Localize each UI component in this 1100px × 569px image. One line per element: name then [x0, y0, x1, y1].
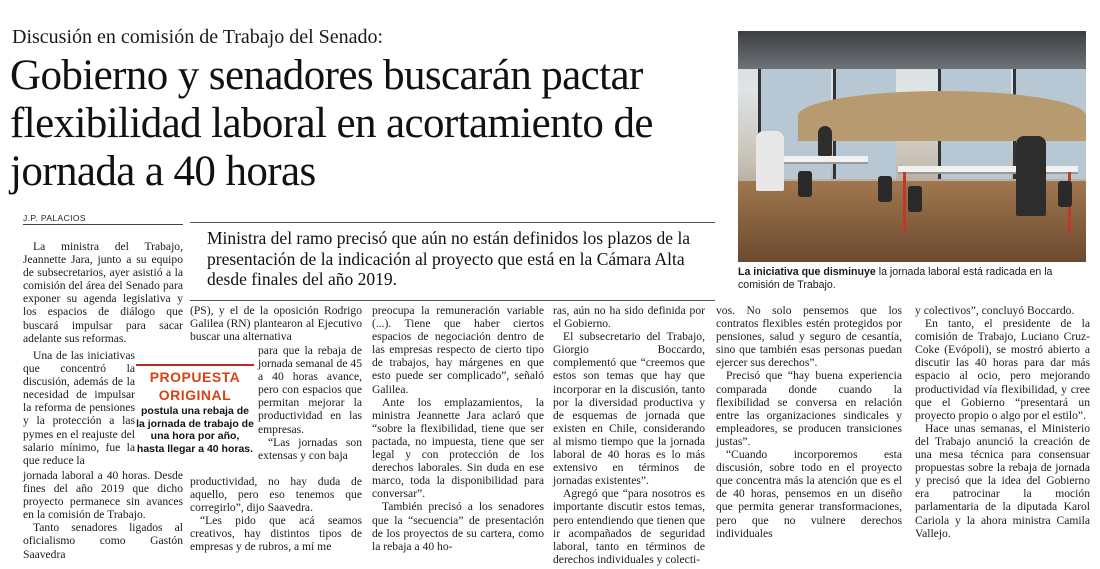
body-column-6 — [915, 304, 1090, 540]
caption-text: la jornada laboral está radicada en la comisión de Trabajo. — [738, 266, 1053, 291]
article-byline: J.P. PALACIOS — [23, 213, 86, 223]
photo-caption — [738, 266, 1088, 292]
deck-divider-top — [190, 222, 715, 223]
paragraph: “Les pido que acá seamos creativos, hay distintos tipos de empresas y de rubros, a mí me — [190, 514, 362, 554]
body-column-1-narrow — [23, 349, 135, 467]
photo-person — [818, 126, 832, 156]
body-column-2-narrow — [258, 344, 362, 462]
paragraph: productividad, no hay duda de aquello, pero eso tenemos que corregirlo”, dijo Saavedra. — [190, 475, 362, 515]
body-column-3 — [372, 304, 544, 553]
photo-table — [898, 166, 1078, 174]
photo-chair — [878, 176, 892, 202]
paragraph: “Cuando incorporemos esta discusión, sobre todo en el proyecto que concentra más la atención que es el de 40 horas, pensemos en un diseño que permita generar transformaciones, pero que no vulnere derechos individuales — [716, 448, 902, 540]
photo-hill — [798, 91, 1086, 141]
photo-table-leg — [903, 172, 906, 232]
article-headline: Gobierno y senadores buscarán pactar flexibilidad laboral en acortamiento de jornada a 40 horas — [10, 52, 653, 195]
photo-chair — [798, 171, 812, 197]
paragraph: Una de las iniciativas que concentró la discusión, además de la necesidad de impulsar la reforma de pensiones y la protección a las pymes en el reajuste del salario mínimo, fue la que reduce la — [23, 349, 135, 467]
article-deck: Ministra del ramo precisó que aún no están definidos los plazos de la presentación de la indicación al proyecto que está en la Cámara Alta desde finales del año 2019. — [207, 228, 691, 289]
paragraph: En tanto, el presidente de la comisión de Trabajo, Luciano Cruz-Coke (Evópoli), se mostró abierto a discutir las 40 horas para dar más espacio al ocio, pero mejorando productividad vía flexibilidad, y cree que el Gobierno “presentará un proyecto propio o algo por el estilo”. — [915, 317, 1090, 422]
paragraph: Ante los emplazamientos, la ministra Jeannette Jara aclaró que “sobre la flexibilidad, tiene que ser pactada, no impuesta, tiene que ser legal y con protección de los derechos laborales. Sin duda en ese marco, toda la disponibilidad para conversar”. — [372, 395, 544, 501]
body-column-5 — [716, 304, 902, 540]
pullquote-title-1: PROPUESTA — [149, 369, 241, 385]
paragraph: Precisó que “hay buena experiencia comparada donde cuando la flexibilidad se conversa en relación entre las organizaciones sindicales y empleadores, se producen transiciones justas”. — [716, 369, 902, 448]
paragraph: “Las jornadas son extensas y con baja — [258, 435, 362, 462]
paragraph: preocupa la remuneración variable (...). Tiene que haber ciertos espacios de negociación dentro de las empresas respecto de cierto tipo de trabajos, hay márgenes en que esto puede ser complicado”, señaló Galilea. — [372, 304, 544, 396]
photo-chair — [908, 186, 922, 212]
paragraph: vos. No solo pensemos que los contratos flexibles estén protegidos por pensiones, salud y seguro de cesantía, sino que también esas personas puedan ejercer sus derechos”. — [716, 304, 902, 370]
photo-table — [778, 156, 868, 164]
article-kicker: Discusión en comisión de Trabajo del Senado: — [12, 26, 384, 48]
paragraph: La ministra del Trabajo, Jeannette Jara, junto a su equipo de subsecretarios, ayer asistió a la comisión del área del Senado para exponer su agenda legislativa y los espacios de diálogo que buscará impulsar para sacar adelante sus reformas. — [23, 240, 183, 345]
photo-ceiling — [738, 31, 1086, 69]
photo-person — [756, 131, 784, 191]
caption-bold: La iniciativa que disminuye — [738, 266, 876, 278]
photo-chair — [1058, 181, 1072, 207]
deck-divider-bottom — [190, 300, 715, 301]
photo-person — [1016, 136, 1046, 216]
paragraph: El subsecretario del Trabajo, Giorgio Boccardo, complementó que “creemos que estos son temas que hay que incorporar en la discusión, tanto por la diversidad productiva y de esquemas de jornada que existen en Chile, considerando al mismo tiempo que la jornada laboral de 40 horas es lo más extensivo en términos de jornadas existentes”. — [553, 330, 705, 488]
body-column-2-top — [190, 304, 362, 343]
body-column-4 — [553, 304, 705, 566]
pullquote-text: postula una rebaja de la jornada de trabajo de una hora por año, hasta llegar a 40 horas. — [136, 405, 254, 455]
paragraph: Tanto senadores ligados al oficialismo como Gastón Saavedra — [23, 521, 183, 561]
pullquote-box — [136, 364, 254, 455]
paragraph: También precisó a los senadores que la “secuencia” de presentación de los proyectos de su cartera, como la rebaja a 40 ho- — [372, 500, 544, 553]
paragraph: y colectivos”, concluyó Boccardo. — [915, 304, 1075, 317]
paragraph: Agregó que “para nosotros es importante discutir estos temas, pero entendiendo que tienen que ir acompañados de seguridad laboral, tanto en términos de derechos individuales y colecti- — [553, 487, 705, 566]
paragraph: (PS), y el de la oposición Rodrigo Galilea (RN) plantearon al Ejecutivo buscar una alternativa — [190, 304, 362, 344]
paragraph: jornada laboral a 40 horas. Desde fines del año 2019 que dicho proyecto permanece sin avances en la comisión de Trabajo. — [23, 469, 183, 522]
paragraph: Hace unas semanas, el Ministerio del Trabajo anunció la creación de una mesa técnica para consensuar propuestas sobre la rebaja de jornada y precisó que la idea del Gobierno era patrocinar la moción parlamentaria de la diputada Karol Cariola y la ahora ministra Camila Vallejo. — [915, 421, 1090, 540]
byline-divider — [23, 224, 183, 225]
paragraph: ras, aún no ha sido definida por el Gobierno. — [553, 304, 705, 331]
body-column-2-bottom — [190, 475, 362, 554]
body-column-1 — [23, 240, 183, 345]
paragraph: para que la rebaja de jornada semanal de 45 a 40 horas avance, pero con espacios que permitan mejorar la productividad en las empresas. — [258, 344, 362, 436]
body-column-1-bottom — [23, 469, 183, 561]
office-photo — [738, 31, 1086, 262]
pullquote-title-2: ORIGINAL — [158, 387, 232, 403]
